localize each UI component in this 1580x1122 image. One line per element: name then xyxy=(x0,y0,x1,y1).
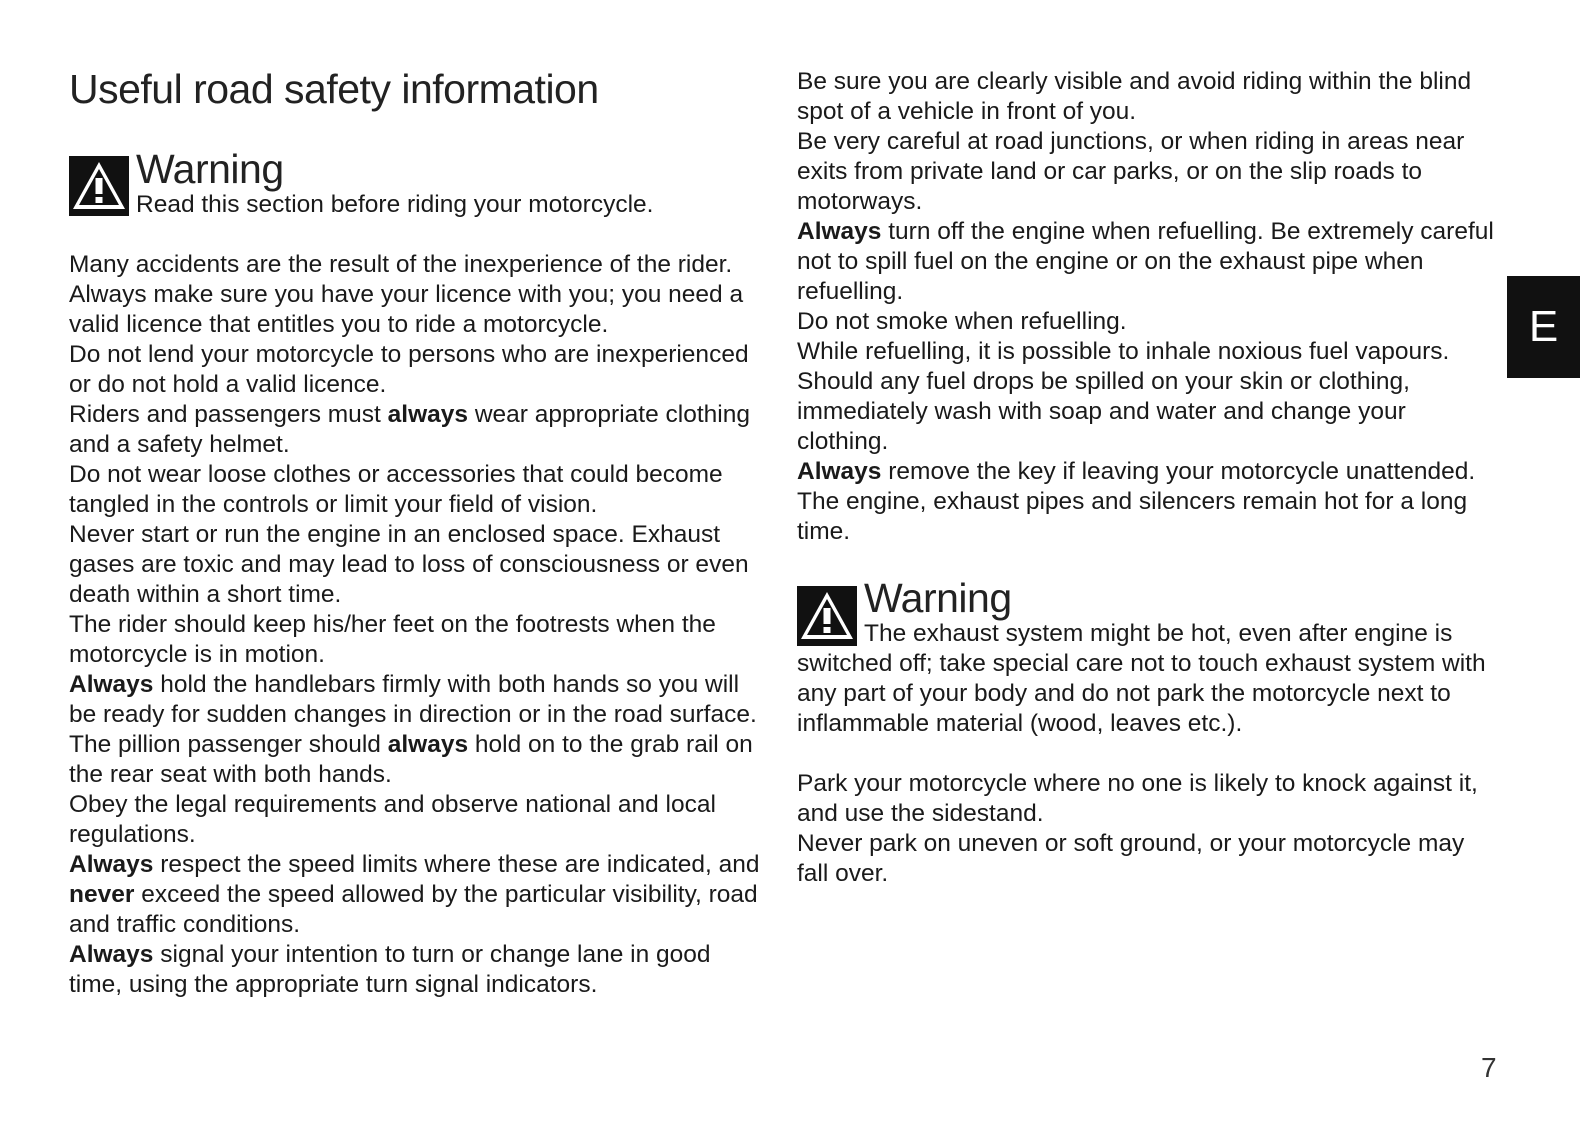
warning-triangle-icon xyxy=(69,156,129,216)
paragraph-text: Be sure you are clearly visible and avoid riding within the blind spot of a vehicle in front of you. xyxy=(797,68,1472,125)
paragraph-text: wear appropriate clothing and a safety helmet. xyxy=(69,401,750,458)
paragraph xyxy=(69,610,769,670)
paragraph-text: Do not lend your motorcycle to persons who are inexperienced or do not hold a valid licence. xyxy=(69,341,749,398)
warning-triangle-icon xyxy=(797,586,857,646)
paragraph-text: hold the handlebars firmly with both hands so you will be ready for sudden changes in direction or in the road surface. The pillion passenger should xyxy=(69,671,757,758)
paragraph-text: Obey the legal requirements and observe national and local regulations. xyxy=(69,791,716,848)
emphasis-text: always xyxy=(387,731,469,758)
emphasis-text: always xyxy=(387,401,469,428)
warning-box-exhaust-hot xyxy=(797,577,1497,739)
paragraph-text: signal your intention to turn or change lane in good time, using the appropriate turn signal indicators. xyxy=(69,941,711,998)
paragraph xyxy=(69,670,769,790)
warning-heading: Warning xyxy=(864,575,1012,621)
paragraph-text: Park your motorcycle where no one is likely to knock against it, and use the sidestand. xyxy=(797,770,1478,827)
emphasis-text: never xyxy=(69,881,135,908)
emphasis-text: Always xyxy=(69,851,154,878)
right-paragraphs-after xyxy=(797,769,1497,889)
left-paragraphs xyxy=(69,250,769,1000)
page-title: Useful road safety information xyxy=(69,66,599,112)
emphasis-text: Always xyxy=(69,941,154,968)
paragraph xyxy=(69,250,769,340)
page-number: 7 xyxy=(1481,1052,1497,1083)
paragraph xyxy=(69,790,769,850)
warning-text: Read this section before riding your motorcycle. xyxy=(136,191,654,218)
paragraph-text: Many accidents are the result of the inexperience of the rider. Always make sure you have your licence with you; you need a valid licence that entitles you to ride a motorcycle. xyxy=(69,251,744,338)
paragraph-text: The rider should keep his/her feet on the footrests when the motorcycle is in motion. xyxy=(69,611,716,668)
paragraph xyxy=(69,940,769,1000)
right-column xyxy=(797,67,1497,889)
paragraph-text: turn off the engine when refuelling. Be extremely careful not to spill fuel on the engine or on the exhaust pipe when refuelling. xyxy=(797,218,1494,305)
paragraph-text: Never start or run the engine in an enclosed space. Exhaust gases are toxic and may lead to loss of consciousness or even death within a short time. xyxy=(69,521,749,608)
paragraph-text: exceed the speed allowed by the particular visibility, road and traffic conditions. xyxy=(69,881,758,938)
paragraph-text: Be very careful at road junctions, or when riding in areas near exits from private land or car parks, or on the slip roads to motorways. xyxy=(797,128,1465,215)
warning-box-read-first xyxy=(69,148,769,220)
paragraph-text: Do not wear loose clothes or accessories that could become tangled in the controls or limit your field of vision. xyxy=(69,461,723,518)
paragraph-text: Do not smoke when refuelling. xyxy=(797,308,1127,335)
paragraph-text: Never park on uneven or soft ground, or your motorcycle may fall over. xyxy=(797,830,1465,887)
left-column xyxy=(69,64,769,1000)
paragraph xyxy=(797,769,1497,829)
warning-heading: Warning xyxy=(136,146,284,192)
paragraph xyxy=(797,457,1497,487)
paragraph-text: The engine, exhaust pipes and silencers remain hot for a long time. xyxy=(797,488,1468,545)
emphasis-text: Always xyxy=(797,458,882,485)
paragraph xyxy=(797,67,1497,127)
paragraph xyxy=(797,217,1497,307)
paragraph-text: Riders and passengers must xyxy=(69,401,388,428)
paragraph xyxy=(69,400,769,460)
section-tab: E xyxy=(1507,276,1580,378)
paragraph-text: hold on to the grab rail on the rear seat with both hands. xyxy=(69,731,753,788)
paragraph-text: respect the speed limits where these are indicated, and xyxy=(153,851,760,878)
paragraph-text: While refuelling, it is possible to inhale noxious fuel vapours. Should any fuel drops be spilled on your skin or clothing, immediately wash with soap and water and change your clothing. xyxy=(797,338,1450,455)
paragraph xyxy=(69,460,769,520)
emphasis-text: Always xyxy=(69,671,154,698)
paragraph-text: remove the key if leaving your motorcycle unattended. xyxy=(881,458,1476,485)
emphasis-text: Always xyxy=(797,218,882,245)
paragraph xyxy=(69,520,769,610)
paragraph xyxy=(797,829,1497,889)
paragraph xyxy=(797,307,1497,337)
paragraph xyxy=(797,337,1497,457)
paragraph xyxy=(69,340,769,400)
paragraph xyxy=(797,127,1497,217)
warning-text xyxy=(797,619,1497,739)
paragraph xyxy=(69,850,769,940)
right-paragraphs xyxy=(797,67,1497,547)
warning-text-body: The exhaust system might be hot, even after engine is switched off; take special care not to touch exhaust system with any part of your body and do not park the motorcycle next to inflammable material (wood, leaves etc.). xyxy=(797,620,1486,737)
paragraph xyxy=(797,487,1497,547)
